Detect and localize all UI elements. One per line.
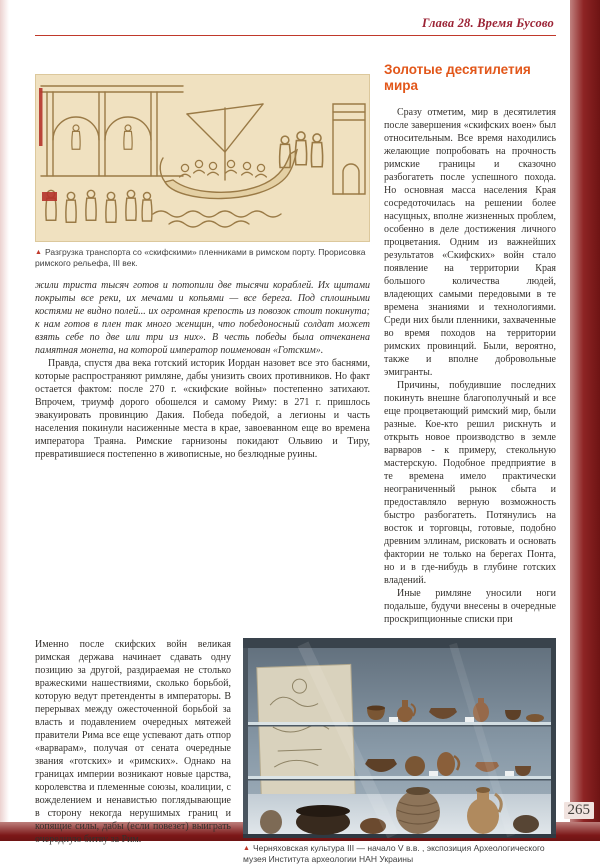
right-column	[384, 48, 556, 626]
roman-relief-drawing	[35, 74, 370, 242]
figure-caption-text: Черняховская культура III — начало V в.в. , экспозиция Археологического музея Института археологии НАН Украины	[243, 843, 545, 864]
bottom-row	[35, 638, 556, 865]
museum-display-image	[243, 638, 556, 838]
left-column	[35, 48, 370, 626]
paragraph: Иные римляне уносили ноги подальше, будучи внесены в очередные проскрипционные списки при	[384, 588, 556, 625]
roman-relief-illustration	[35, 74, 370, 242]
paragraph: жили триста тысяч готов и потопили две тысячи кораблей. Их щитами покрыты все реки, их мечами и копьями — все берега. Под сплошными костями не видно полей... их огромная крепость из повозок стоит покинута; к нам готов в плен так много женщин, что победоносный солдат может взять себе по две или три из них». В честь победы была отчеканена памятная монета, на которой император поименован «Готским».	[35, 280, 370, 356]
caption-marker-icon: ▲	[243, 845, 250, 852]
left-column-text	[35, 279, 370, 461]
page-edge-left	[0, 0, 9, 841]
figure-caption	[35, 247, 370, 269]
bottom-left-text	[35, 638, 231, 865]
paragraph: Причины, побудившие последних покинуть внешне благополучный и все еще процветающий римский мир, были разные. Кое-кто решил рискнуть и открыть новое производство в земле варваров - к примеру, стекольную мастерскую. Подобное предприятие в те времена имело практически неограниченный рынок сбыта и предоставляло верную возможность быстро разбогатеть. Потянулись на восток и торговцы, готовые, подобно древним эллинам, рисковать и основать фактории не только на берегах Понта, но и в где-нибудь в глубине готских владений.	[384, 380, 556, 586]
page-number: 265	[564, 802, 595, 819]
caption-marker-icon: ▲	[35, 249, 42, 256]
page-content	[35, 16, 556, 865]
museum-photo-block	[243, 638, 556, 865]
figure-caption-text: Разгрузка транспорта со «скифскими» пленниками в римском порту. Прорисовка римского рельефа, III век.	[35, 247, 366, 268]
figure-caption	[243, 843, 556, 865]
chapter-header: Глава 28. Время Бусово	[421, 16, 554, 30]
header-rule	[35, 35, 556, 36]
right-column-text	[384, 106, 556, 626]
paragraph: Сразу отметим, мир в десятилетия после завершения «скифских воен» был относительным. Все время находились желающие попробовать на прочность римские границы и сказочно разбогатеть после успешного похода. Но основная масса населения Края сосредоточилась на решении более насущных, вполне жизненных проблем, особенно в деле достижения личного процветания. Одним из важнейших результатов «Скифских» войн стало появление на территории Края большого количества людей, владеющих самыми передовыми в те времена знаниями и технологиями. Среди них были пленники, захваченные во время походов на территории римских провинций. Были, вероятно, также и вполне добровольные эмигранты.	[384, 107, 556, 378]
museum-display-photo	[243, 638, 556, 838]
main-columns	[35, 48, 556, 626]
page-edge-right	[570, 0, 600, 841]
paragraph: Правда, спустя два века готский историк Иордан назовет все это баснями, которые распространяют римляне, дабы унизить своих противников. Но факт остается фактом: после 270 г. «скифские войны» постепенно затихают. Впрочем, триумф дорого обошелся и самому Риму: в 271 г. пришлось эвакуировать провинцию Дакия. Победа победой, а легионы и часть населения покинули насиженные места в крае, завоеванном еще во времена императора Траяна. Римские гарнизоны покидают Ольвию и Тиру, превратившиеся постепенно в живописные, но безлюдные руины.	[35, 358, 370, 460]
paragraph: Именно после скифских войн великая римская держава начинает сдавать одну позицию за другой, раздираемая не столько вражескими нашествиями, сколько борьбой, которую ведут претенденты в императоры. В перерывах между ожесточенной борьбой за власть и подавлением очередных мятежей правители Рима все еще успевают дать отпор «варварам», получая от сената очередные звания «готских» и «римских». Однако на границах империи возникают новые царства, королевства и племенные союзы, коалиции, с вожделением и ненавистью поглядывающие в сторону некогда нерушимых границ и копящие силы, дабы (если повезет) выиграть очередную битву за Рим.	[35, 639, 231, 845]
section-heading: Золотые десятилетия мира	[384, 62, 531, 93]
